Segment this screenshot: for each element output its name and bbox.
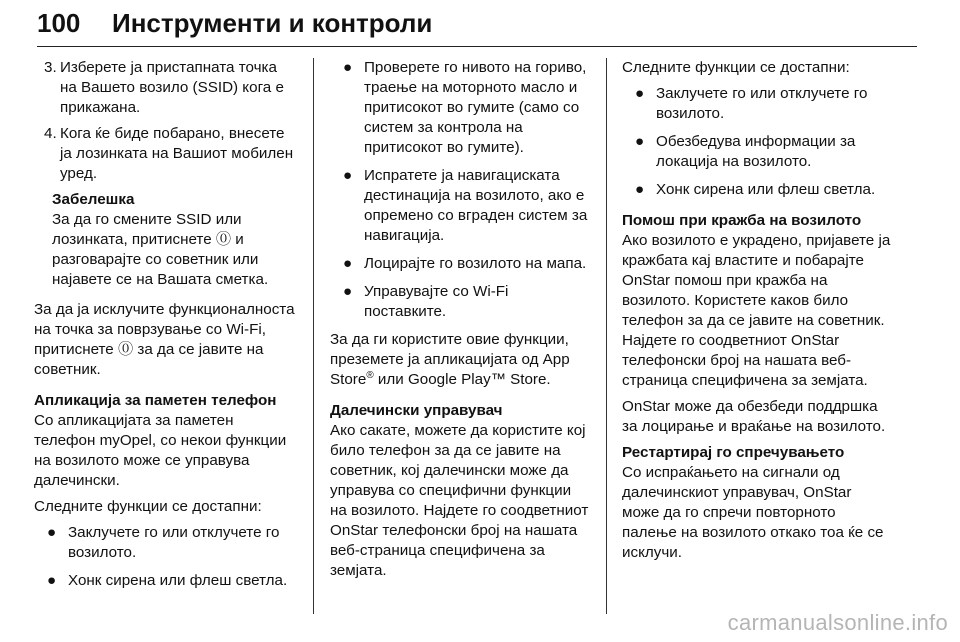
list-item bbox=[330, 58, 592, 158]
step-number: 3. bbox=[44, 59, 57, 76]
bullet-icon: ● bbox=[343, 59, 353, 76]
column-right bbox=[622, 58, 892, 569]
app-heading: Апликација за паметен телефон bbox=[34, 392, 277, 409]
list-item-text: Лоцирајте го возилото на мапа. bbox=[364, 255, 587, 272]
bullet-icon: ● bbox=[635, 181, 645, 198]
locate-paragraph: OnStar може да обезбеди поддршка за лоцирање и враќање на возилото. bbox=[622, 398, 886, 435]
registered-mark: ® bbox=[366, 369, 374, 381]
note-box bbox=[52, 190, 296, 290]
functions-intro: Следните функции се достапни: bbox=[34, 498, 262, 515]
page-title: Инструменти и контроли bbox=[112, 8, 433, 38]
list-item-text: Хонк сирена или флеш светла. bbox=[68, 572, 288, 589]
list-item bbox=[330, 166, 592, 246]
theft-paragraph: Ако возилото е украдено, пријавете ја кражбата кај властите и побарајте OnStar помош при кражба на возилото. Користете каков било телефон за да се јавите на советник. Најдете го соодветниот OnStar телефонски број на нашата веб-страница специфичена за земјата. bbox=[622, 232, 891, 389]
remote-heading: Далечински управувач bbox=[330, 402, 503, 419]
theft-heading: Помош при кражба на возилото bbox=[622, 212, 862, 229]
bullet-icon: ● bbox=[343, 255, 353, 272]
download-paragraph: За да ги користите овие функции, преземете ја апликацијата од App Store® или Google Play™ Store. bbox=[330, 331, 570, 388]
column-left bbox=[34, 58, 296, 599]
step-text: Кога ќе биде побарано, внесете ја лозинката на Вашиот мобилен уред. bbox=[60, 125, 294, 182]
column-divider bbox=[606, 58, 607, 614]
watermark: carmanualsonline.info bbox=[727, 610, 948, 635]
list-item bbox=[34, 571, 296, 591]
functions-intro: Следните функции се достапни: bbox=[622, 59, 850, 76]
list-item bbox=[34, 523, 296, 563]
step-item bbox=[34, 124, 296, 184]
column-middle bbox=[330, 58, 592, 587]
remote-paragraph: Ако сакате, можете да користите кој било телефон за да се јавите на советник, кој далечински може да управува со специфични функции на возилото. Најдете го соодветниот OnStar телефонски број на нашата веб-страница специфичена за земјата. bbox=[330, 422, 589, 579]
page-number: 100 bbox=[37, 8, 81, 38]
bullet-icon: ● bbox=[47, 524, 57, 541]
list-item bbox=[622, 84, 892, 124]
note-text: За да го смените SSID или лозинката, притиснете ⓪ и разговарајте со советник или најавете се на Вашата сметка. bbox=[52, 211, 269, 288]
wifi-disable-paragraph: За да ја исклучите функционалноста на точка за поврзување со Wi-Fi, притиснете ⓪ за да се јавите на советник. bbox=[34, 301, 295, 378]
step-number: 4. bbox=[44, 125, 57, 142]
list-item bbox=[622, 180, 892, 200]
step-text: Изберете ја пристапната точка на Вашето возило (SSID) кога е прикажана. bbox=[60, 59, 284, 116]
restart-heading: Рестартирај го спречувањето bbox=[622, 444, 845, 461]
bullet-icon: ● bbox=[47, 572, 57, 589]
step-item bbox=[34, 58, 296, 118]
list-item-text: Управувајте со Wi-Fi поставките. bbox=[364, 283, 509, 320]
list-item-text: Хонк сирена или флеш светла. bbox=[656, 181, 876, 198]
list-item-text: Испратете ја навигациската дестинација на возилото, ако е опремено со вграден систем за навигација. bbox=[364, 167, 588, 244]
list-item-text: Заклучете го или отклучете го возилото. bbox=[656, 85, 868, 122]
app-paragraph: Со апликацијата за паметен телефон myOpel, со некои функции на возилото може се управува далечински. bbox=[34, 412, 287, 489]
list-item bbox=[330, 254, 592, 274]
restart-paragraph: Со испраќањето на сигнали од далечинскиот управувач, OnStar може да го спречи повторното палење на возилото откако тоа ќе се исклучи. bbox=[622, 464, 884, 561]
bullet-icon: ● bbox=[343, 283, 353, 300]
list-item-text: Проверете го нивото на гориво, траење на моторното масло и притисокот во гумите (само со систем за контрола на притисокот во гумите). bbox=[364, 59, 587, 156]
list-item-text: Обезбедува информации за локација на возилото. bbox=[656, 133, 856, 170]
bullet-icon: ● bbox=[635, 85, 645, 102]
bullet-icon: ● bbox=[635, 133, 645, 150]
bullet-icon: ● bbox=[343, 167, 353, 184]
note-title: Забелешка bbox=[52, 191, 135, 208]
column-divider bbox=[313, 58, 314, 614]
page-header bbox=[37, 0, 917, 47]
list-item bbox=[622, 132, 892, 172]
list-item-text: Заклучете го или отклучете го возилото. bbox=[68, 524, 280, 561]
list-item bbox=[330, 282, 592, 322]
